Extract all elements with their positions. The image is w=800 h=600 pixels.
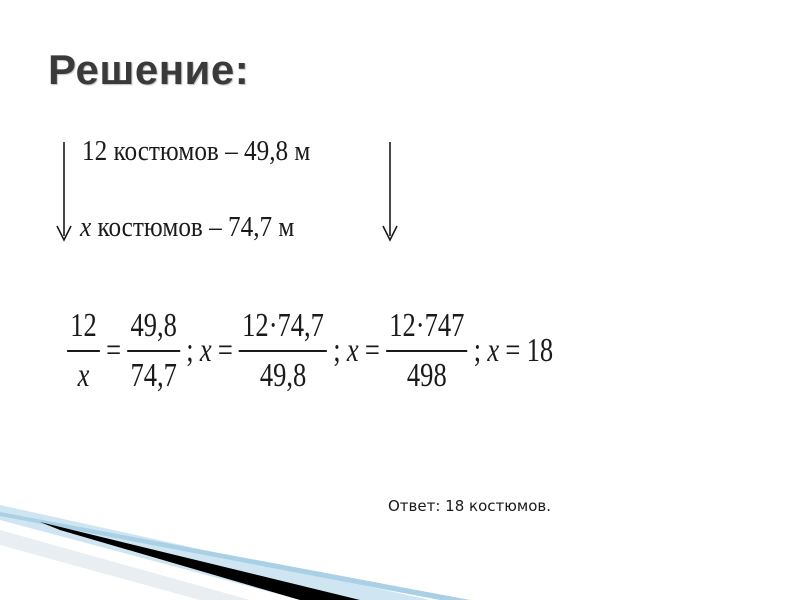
eq1-rhs-fraction — [127, 306, 180, 396]
arrow-down-right-icon — [380, 140, 400, 244]
eq2-equals: = — [217, 332, 233, 369]
line1-amount: 49,8 — [244, 136, 289, 167]
line2-word: костюмов — [97, 212, 203, 243]
eq1-rhs-denominator: 74,7 — [130, 357, 177, 394]
page-title: Решение: — [48, 46, 250, 93]
line2-dash: – — [209, 212, 222, 243]
eq4-variable: x — [487, 332, 500, 369]
eq1-rhs-numerator: 49,8 — [130, 307, 177, 344]
arrow-down-left-icon — [54, 140, 74, 244]
eq3-numerator: 12·747 — [389, 307, 465, 344]
eq1-lhs-numerator: 12 — [70, 307, 97, 344]
eq1-separator: ; — [186, 332, 194, 369]
line2-count: x — [80, 212, 92, 243]
eq2-fraction — [239, 306, 327, 396]
eq3-equals: = — [364, 332, 380, 369]
eq2-variable: x — [199, 332, 212, 369]
eq3-fraction — [386, 306, 467, 396]
line2-amount: 74,7 — [228, 212, 273, 243]
equation-row — [64, 296, 556, 406]
line1-unit: м — [294, 136, 311, 167]
eq2-denominator: 49,8 — [259, 357, 307, 394]
eq1-equals: = — [106, 332, 122, 369]
proportion-line-1 — [82, 136, 310, 168]
eq3-denominator: 498 — [406, 357, 447, 394]
line1-word: костюмов — [113, 136, 219, 167]
eq4-value: 18 — [526, 332, 554, 369]
eq2-numerator: 12·74,7 — [242, 307, 324, 344]
eq4-equals: = — [505, 332, 521, 369]
line1-count: 12 — [82, 136, 108, 167]
eq3-separator: ; — [473, 332, 482, 369]
line1-dash: – — [225, 136, 238, 167]
line2-unit: м — [278, 212, 295, 243]
proportion-line-2 — [80, 212, 294, 244]
eq2-separator: ; — [333, 332, 341, 369]
eq1-lhs-denominator: x — [77, 357, 90, 394]
answer-text: Ответ: 18 костюмов. — [388, 497, 551, 515]
eq3-variable: x — [346, 332, 359, 369]
eq1-lhs-fraction — [67, 306, 100, 396]
